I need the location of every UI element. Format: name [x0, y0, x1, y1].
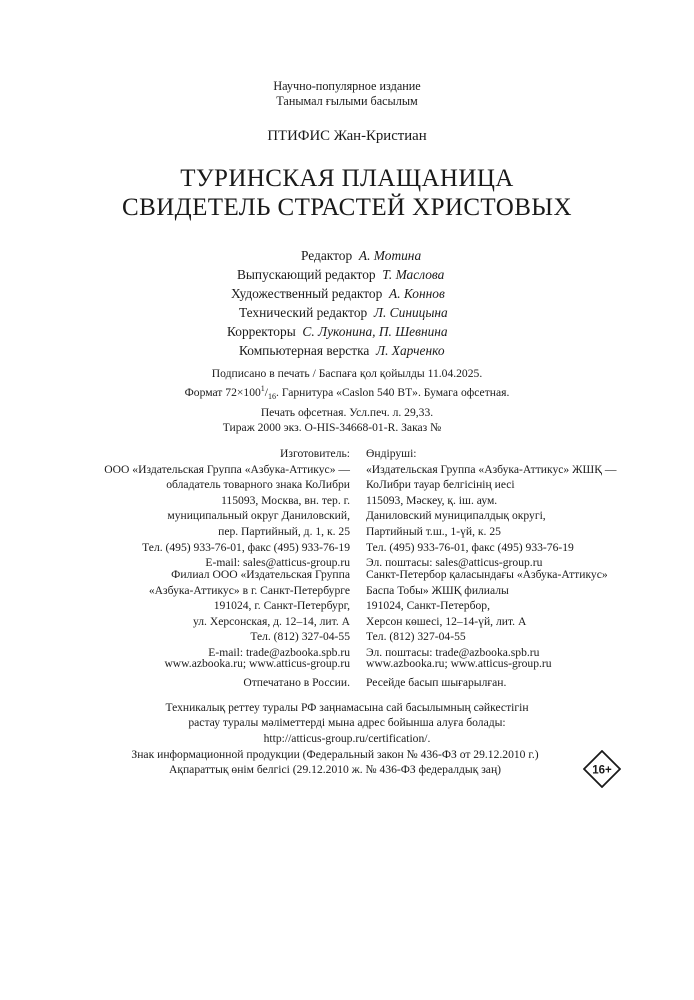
credit-name: С. Луконина, П. Шевнина — [302, 324, 448, 339]
print-signed: Подписано в печать / Баспаға қол қойылды 11.04.2025. — [211, 367, 483, 380]
manufacturer-line: Даниловский муниципалдық округі, — [366, 509, 546, 523]
credit-name: А. Коннов — [389, 286, 445, 301]
format-sup: 1 — [260, 384, 265, 394]
certification-line: растау туралы мәліметтерді мына адрес бойынша алуға болады: — [188, 716, 506, 730]
info-sign-kz: Ақпараттық өнім белгісі (29.12.2010 ж. № 436-ФЗ федералдық заң) — [168, 763, 502, 777]
info-product-sign — [90, 747, 580, 778]
author: ПТИФИС Жан-Кристиан — [267, 128, 427, 144]
manufacturer-line: пер. Партийный, д. 1, к. 25 — [218, 524, 350, 538]
manufacturer-line: КоЛибри тауар белгісінің иесі — [366, 478, 515, 492]
manufacturer-line: ООО «Издательская Группа «Азбука-Аттикус» — — [104, 462, 350, 476]
branch-kz — [366, 567, 666, 661]
manufacturer-kz — [366, 446, 666, 571]
manufacturer-line: обладатель товарного знака КоЛибри — [166, 478, 350, 492]
format-value: Формат 72×100 — [184, 386, 261, 400]
credits-list — [0, 246, 694, 360]
manufacturer-email: E-mail: sales@atticus-group.ru — [205, 556, 350, 570]
branch-ru — [60, 567, 350, 661]
manufacturer-heading: Өндіруші: — [366, 447, 417, 460]
credit-role: Компьютерная верстка — [239, 343, 370, 358]
format-rest: . Гарнитура «Caslon 540 BT». Бумага офсетная. — [276, 386, 510, 400]
credit-role: Корректоры — [227, 324, 296, 339]
printed-in-russia-kz: Ресейде басып шығарылған. — [366, 676, 507, 689]
certification-note — [0, 700, 694, 746]
branch-email: Эл. поштасы: trade@azbooka.spb.ru — [366, 645, 540, 659]
printed-in-russia-ru: Отпечатано в России. — [243, 676, 350, 689]
branch-line: 191024, г. Санкт-Петербург, — [213, 599, 350, 613]
branch-line: Санкт-Петербор қаласындағы «Азбука-Аттикус» — [366, 568, 608, 581]
book-subtitle: СВИДЕТЕЛЬ СТРАСТЕЙ ХРИСТОВЫХ — [122, 194, 572, 221]
credit-name: Л. Харченко — [376, 343, 445, 358]
age-rating-badge — [583, 750, 621, 788]
credit-managing-editor — [0, 265, 694, 284]
certification-url: http://atticus-group.ru/certification/. — [263, 731, 431, 745]
branch-line: Баспа Тобы» ЖШҚ филиалы — [366, 583, 509, 597]
credit-role: Художественный редактор — [231, 286, 383, 301]
manufacturer-line: 115093, Мәскеу, қ. іш. аум. — [366, 493, 498, 507]
branch-line: Херсон көшесі, 12–14-үй, лит. А — [366, 614, 527, 628]
format-slash: / — [264, 386, 269, 400]
branch-email: E-mail: trade@azbooka.spb.ru — [208, 645, 350, 659]
book-title: ТУРИНСКАЯ ПЛАЩАНИЦА — [180, 165, 514, 192]
manufacturer-heading: Изготовитель: — [280, 447, 350, 460]
manufacturer-line: «Издательская Группа «Азбука-Аттикус» ЖШҚ — — [366, 462, 617, 476]
manufacturer-line: 115093, Москва, вн. тер. г. — [221, 493, 350, 507]
manufacturer-line: Тел. (495) 933-76-01, факс (495) 933-76-19 — [142, 540, 350, 554]
credit-name: Л. Синицына — [373, 305, 448, 320]
credit-role: Технический редактор — [239, 305, 368, 320]
credit-name: Т. Маслова — [382, 267, 445, 282]
credit-role: Выпускающий редактор — [237, 267, 376, 282]
credit-role: Редактор — [301, 248, 353, 263]
branch-line: «Азбука-Аттикус» в г. Санкт-Петербурге — [148, 583, 350, 597]
branch-line: 191024, Санкт-Петербор, — [366, 599, 490, 613]
format-sub: 16 — [268, 392, 277, 402]
manufacturer-line: Партийный т.ш., 1-үй, к. 25 — [366, 524, 501, 538]
websites-kz: www.azbooka.ru; www.atticus-group.ru — [366, 657, 552, 670]
print-info — [0, 366, 694, 435]
print-run: Тираж 2000 экз. O-HIS-34668-01-R. Заказ № — [222, 421, 442, 435]
manufacturer-ru — [60, 446, 350, 571]
branch-line: Тел. (812) 327-04-55 — [250, 630, 350, 644]
credit-editor — [0, 246, 694, 265]
credit-layout — [0, 341, 694, 360]
branch-line: Тел. (812) 327-04-55 — [366, 630, 466, 644]
manufacturer-line: муниципальный округ Даниловский, — [167, 509, 350, 523]
edition-type-ru: Научно-популярное издание — [273, 79, 421, 93]
branch-line: ул. Херсонская, д. 12–14, лит. А — [192, 614, 350, 628]
websites-ru: www.azbooka.ru; www.atticus-group.ru — [164, 657, 350, 670]
credit-tech-editor — [0, 303, 694, 322]
certification-line: Техникалық реттеу туралы РФ заңнамасына сай басылымның сәйкестігін — [165, 701, 529, 714]
branch-line: Филиал ООО «Издательская Группа — [171, 568, 350, 581]
credit-name: А. Мотина — [358, 248, 422, 263]
print-format — [0, 381, 694, 404]
credit-proofreaders — [0, 322, 694, 341]
edition-type-kz: Танымал ғылыми басылым — [276, 94, 418, 108]
print-method: Печать офсетная. Усл.печ. л. 29,33. — [260, 405, 434, 419]
age-rating-text: 16+ — [592, 764, 612, 777]
manufacturer-line: Тел. (495) 933-76-01, факс (495) 933-76-19 — [366, 540, 574, 554]
manufacturer-email: Эл. поштасы: sales@atticus-group.ru — [366, 556, 543, 570]
info-sign-ru: Знак информационной продукции (Федеральный закон № 436-ФЗ от 29.12.2010 г.) — [131, 748, 539, 761]
credit-art-editor — [0, 284, 694, 303]
